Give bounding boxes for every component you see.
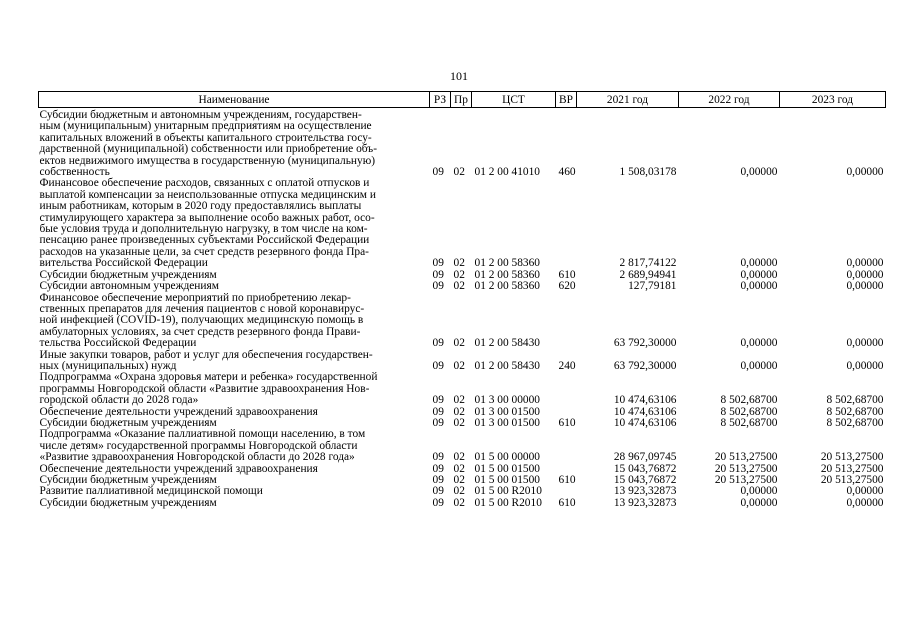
cell-2022: 0,00000	[740, 485, 778, 498]
cell-name: Субсидии бюджетным учреждениям	[39, 474, 217, 486]
cell-rz: 09	[432, 280, 444, 293]
cell-name: Обеспечение деятельности учреждений здравоохранения	[39, 462, 318, 475]
cell-pr: 02	[453, 394, 465, 407]
cell-cst: 01 5 00 01500	[474, 474, 540, 486]
table-row	[39, 293, 886, 350]
cell-pr: 02	[453, 337, 465, 350]
cell-vr: 620	[558, 280, 576, 293]
cell-pr: 02	[453, 280, 465, 293]
cell-2023: 8 502,68700	[826, 394, 884, 407]
table-row	[39, 498, 886, 509]
budget-table	[38, 91, 886, 509]
cell-vr: 610	[558, 416, 576, 429]
cell-pr: 02	[453, 451, 465, 464]
cell-2023: 0,00000	[846, 359, 884, 372]
cell-2021: 127,79181	[628, 280, 677, 293]
cell-2022: 0,00000	[740, 257, 778, 270]
cell-rz: 09	[432, 268, 444, 281]
header-2022: 2022 год	[679, 92, 780, 108]
cell-pr: 02	[453, 268, 465, 281]
cell-rz: 09	[432, 474, 444, 486]
cell-cst: 01 2 00 58430	[474, 359, 540, 372]
cell-pr: 02	[453, 474, 465, 486]
cell-vr: 610	[558, 268, 576, 281]
cell-2021: 15 043,76872	[613, 462, 677, 475]
cell-pr: 02	[453, 485, 465, 498]
cell-cst: 01 2 00 41010	[474, 166, 540, 179]
cell-name: Развитие паллиативной медицинской помощи	[39, 485, 263, 498]
cell-name: Подпрограмма «Охрана здоровья матери и ребенка» государственной программы Новгородской области «Развитие здравоохранения Нов- городской области до 2028 года»	[39, 371, 378, 407]
cell-2022: 0,00000	[740, 280, 778, 293]
cell-cst: 01 5 00 R2010	[474, 485, 542, 498]
cell-2021: 10 474,63106	[613, 416, 677, 429]
cell-cst: 01 3 00 00000	[474, 394, 540, 407]
cell-pr: 02	[453, 462, 465, 475]
cell-vr	[556, 372, 577, 406]
cell-cst: 01 2 00 58360	[474, 268, 540, 281]
cell-name: Финансовое обеспечение мероприятий по приобретению лекар- ственных препаратов для лечения пациентов с новой коронавирус- ной инфекцией (COVID-19), получающих медицинскую помощь в амбулаторных условиях, за счет средств резервного фонда Прави- тельства Российской Федерации	[39, 291, 365, 350]
cell-2022: 0,00000	[740, 166, 778, 179]
cell-rz: 09	[432, 359, 444, 372]
cell-2021: 13 923,32873	[613, 496, 677, 509]
table-row	[39, 350, 886, 373]
cell-vr: 460	[558, 166, 576, 179]
cell-cst: 01 5 00 00000	[474, 451, 540, 464]
cell-2022: 0,00000	[740, 496, 778, 509]
header-rz: РЗ	[430, 92, 451, 108]
cell-rz: 09	[432, 485, 444, 498]
cell-rz: 09	[432, 257, 444, 270]
cell-2023: 8 502,68700	[826, 416, 884, 429]
cell-name: Субсидии бюджетным и автономным учреждениям, государствен- ным (муниципальным) унитарным предприятиям на осуществление капитальных вложений в объекты капитального строительства госу- дарственной (муниципальной) собственности или приобретение объ- ектов недвижимого имущества в государственную (муниципальную) собственность	[39, 109, 377, 179]
cell-2023: 20 513,27500	[820, 462, 884, 475]
cell-2022: 20 513,27500	[714, 451, 778, 464]
cell-2023: 0,00000	[846, 257, 884, 270]
cell-name: Обеспечение деятельности учреждений здравоохранения	[39, 405, 318, 418]
cell-vr	[556, 178, 577, 269]
header-vr: ВР	[556, 92, 577, 108]
cell-2022: 8 502,68700	[720, 405, 778, 418]
table-row	[39, 108, 886, 179]
table-row	[39, 429, 886, 463]
cell-2022: 20 513,27500	[714, 474, 778, 486]
cell-2021: 1 508,03178	[619, 166, 677, 179]
table-row	[39, 281, 886, 292]
cell-pr: 02	[453, 405, 465, 418]
cell-2021: 10 474,63106	[613, 394, 677, 407]
header-2023: 2023 год	[780, 92, 886, 108]
cell-2021: 63 792,30000	[613, 337, 677, 350]
table-row	[39, 372, 886, 406]
table-header	[39, 92, 886, 108]
header-name: Наименование	[39, 92, 430, 108]
page-number: 101	[450, 69, 468, 83]
cell-vr: 610	[558, 474, 576, 486]
cell-rz: 09	[432, 394, 444, 407]
cell-2023: 0,00000	[846, 280, 884, 293]
cell-name: Подпрограмма «Оказание паллиативной помощи населению, в том числе детям» государственной программы Новгородской области «Развитие здравоохранения Новгородской области до 2028 года»	[39, 428, 366, 464]
cell-rz: 09	[432, 496, 444, 509]
cell-name: Субсидии бюджетным учреждениям	[39, 416, 217, 429]
cell-pr: 02	[453, 166, 465, 179]
cell-cst: 01 2 00 58430	[474, 337, 540, 350]
cell-2023: 0,00000	[846, 496, 884, 509]
cell-rz: 09	[432, 166, 444, 179]
cell-2022: 0,00000	[740, 359, 778, 372]
cell-2023: 0,00000	[846, 485, 884, 498]
cell-name: Финансовое обеспечение расходов, связанных с оплатой отпусков и выплатой компенсации за неиспользованные отпуска медицинским и иным работникам, которым в 2020 году предоставлялись выплаты стимулирующего характера за выполнение особо важных работ, осо- бые условия труда и дополнительную нагрузку, в том числе на ком- пенсацию ранее произведенных субъектами Российской Федерации расходов на указанные цели, за счет средств резервного фонда Пра- вительства Российской Федерации	[39, 177, 376, 270]
cell-pr: 02	[453, 359, 465, 372]
cell-vr	[556, 429, 577, 463]
cell-rz: 09	[432, 451, 444, 464]
cell-pr: 02	[453, 257, 465, 270]
cell-2023: 20 513,27500	[820, 474, 884, 486]
cell-2022: 8 502,68700	[720, 416, 778, 429]
cell-2023: 8 502,68700	[826, 405, 884, 418]
cell-vr: 240	[558, 359, 576, 372]
cell-cst: 01 3 00 01500	[474, 416, 540, 429]
cell-2023: 0,00000	[846, 268, 884, 281]
cell-2022: 0,00000	[740, 268, 778, 281]
header-cst: ЦСТ	[472, 92, 556, 108]
cell-cst: 01 5 00 01500	[474, 462, 540, 475]
cell-rz: 09	[432, 337, 444, 350]
cell-cst: 01 3 00 01500	[474, 405, 540, 418]
cell-2023: 0,00000	[846, 337, 884, 350]
cell-rz: 09	[432, 462, 444, 475]
header-2021: 2021 год	[577, 92, 679, 108]
cell-2021: 2 689,94941	[619, 268, 677, 281]
cell-name: Иные закупки товаров, работ и услуг для обеспечения государствен- ных (муниципальных) нужд	[39, 348, 373, 372]
cell-vr	[556, 293, 577, 350]
cell-2022: 0,00000	[740, 337, 778, 350]
cell-cst: 01 2 00 58360	[474, 257, 540, 270]
cell-pr: 02	[453, 496, 465, 509]
cell-2021: 10 474,63106	[613, 405, 677, 418]
cell-name: Субсидии автономным учреждениям	[39, 280, 219, 293]
header-pr: Пр	[451, 92, 472, 108]
cell-2021: 28 967,09745	[613, 451, 677, 464]
cell-2021: 63 792,30000	[613, 359, 677, 372]
table-body	[39, 108, 886, 510]
cell-2022: 20 513,27500	[714, 462, 778, 475]
table-row	[39, 178, 886, 269]
cell-2021: 13 923,32873	[613, 485, 677, 498]
cell-2021: 15 043,76872	[613, 474, 677, 486]
cell-rz: 09	[432, 416, 444, 429]
cell-2022: 8 502,68700	[720, 394, 778, 407]
cell-cst: 01 2 00 58360	[474, 280, 540, 293]
cell-2021: 2 817,74122	[619, 257, 677, 270]
cell-rz: 09	[432, 405, 444, 418]
cell-2023: 0,00000	[846, 166, 884, 179]
cell-2023: 20 513,27500	[820, 451, 884, 464]
cell-vr: 610	[558, 496, 576, 509]
cell-cst: 01 5 00 R2010	[474, 496, 542, 509]
cell-name: Субсидии бюджетным учреждениям	[39, 496, 217, 509]
cell-pr: 02	[453, 416, 465, 429]
cell-name: Субсидии бюджетным учреждениям	[39, 268, 217, 281]
